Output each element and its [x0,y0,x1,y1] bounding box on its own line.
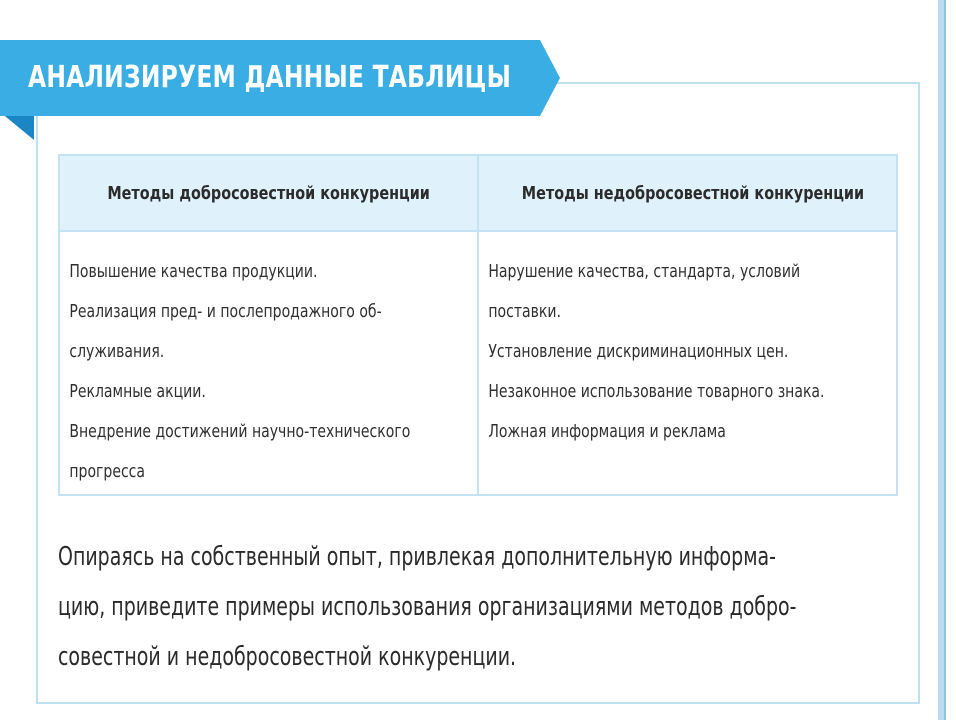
fair-line: служивания. [69,341,165,362]
header-unfair-label: Методы недобросовестной конкуренции [521,182,865,204]
task-line: совестной и недобросовестной конкуренции. [58,642,517,672]
fair-line: Внедрение достижений научно-технического [69,421,411,442]
task-line: Опираясь на собственный опыт, привлекая дополнительную информа- [58,542,777,572]
fair-line: прогресса [69,461,146,482]
fair-line: Повышение качества продукции. [69,261,318,282]
fair-line: Рекламные акции. [69,381,206,402]
unfair-methods-list [479,252,896,452]
header-fair-methods [60,156,478,231]
task-line: цию, приведите примеры использования организациями методов добро- [58,592,797,622]
unfair-line: Установление дискриминационных цен. [488,341,789,362]
right-edge-rule-dark [944,0,946,720]
cell-unfair-methods [478,231,896,494]
unfair-line: Нарушение качества, стандарта, условий [488,261,801,282]
header-fair-label: Методы добросовестной конкуренции [107,182,430,204]
fair-line: Реализация пред- и послепродажного об- [69,301,382,322]
faded-top-text [60,0,800,8]
unfair-line: Ложная информация и реклама [488,421,726,442]
banner-fold [0,112,34,140]
fair-methods-list [60,252,477,492]
task-paragraph [58,532,898,682]
cell-fair-methods [60,231,478,494]
comparison-table [58,154,898,496]
section-title: АНАЛИЗИРУЕМ ДАННЫЕ ТАБЛИЦЫ [28,60,512,95]
unfair-line: поставки. [488,301,561,322]
header-unfair-methods [478,156,896,231]
unfair-line: Незаконное использование товарного знака. [488,381,825,402]
